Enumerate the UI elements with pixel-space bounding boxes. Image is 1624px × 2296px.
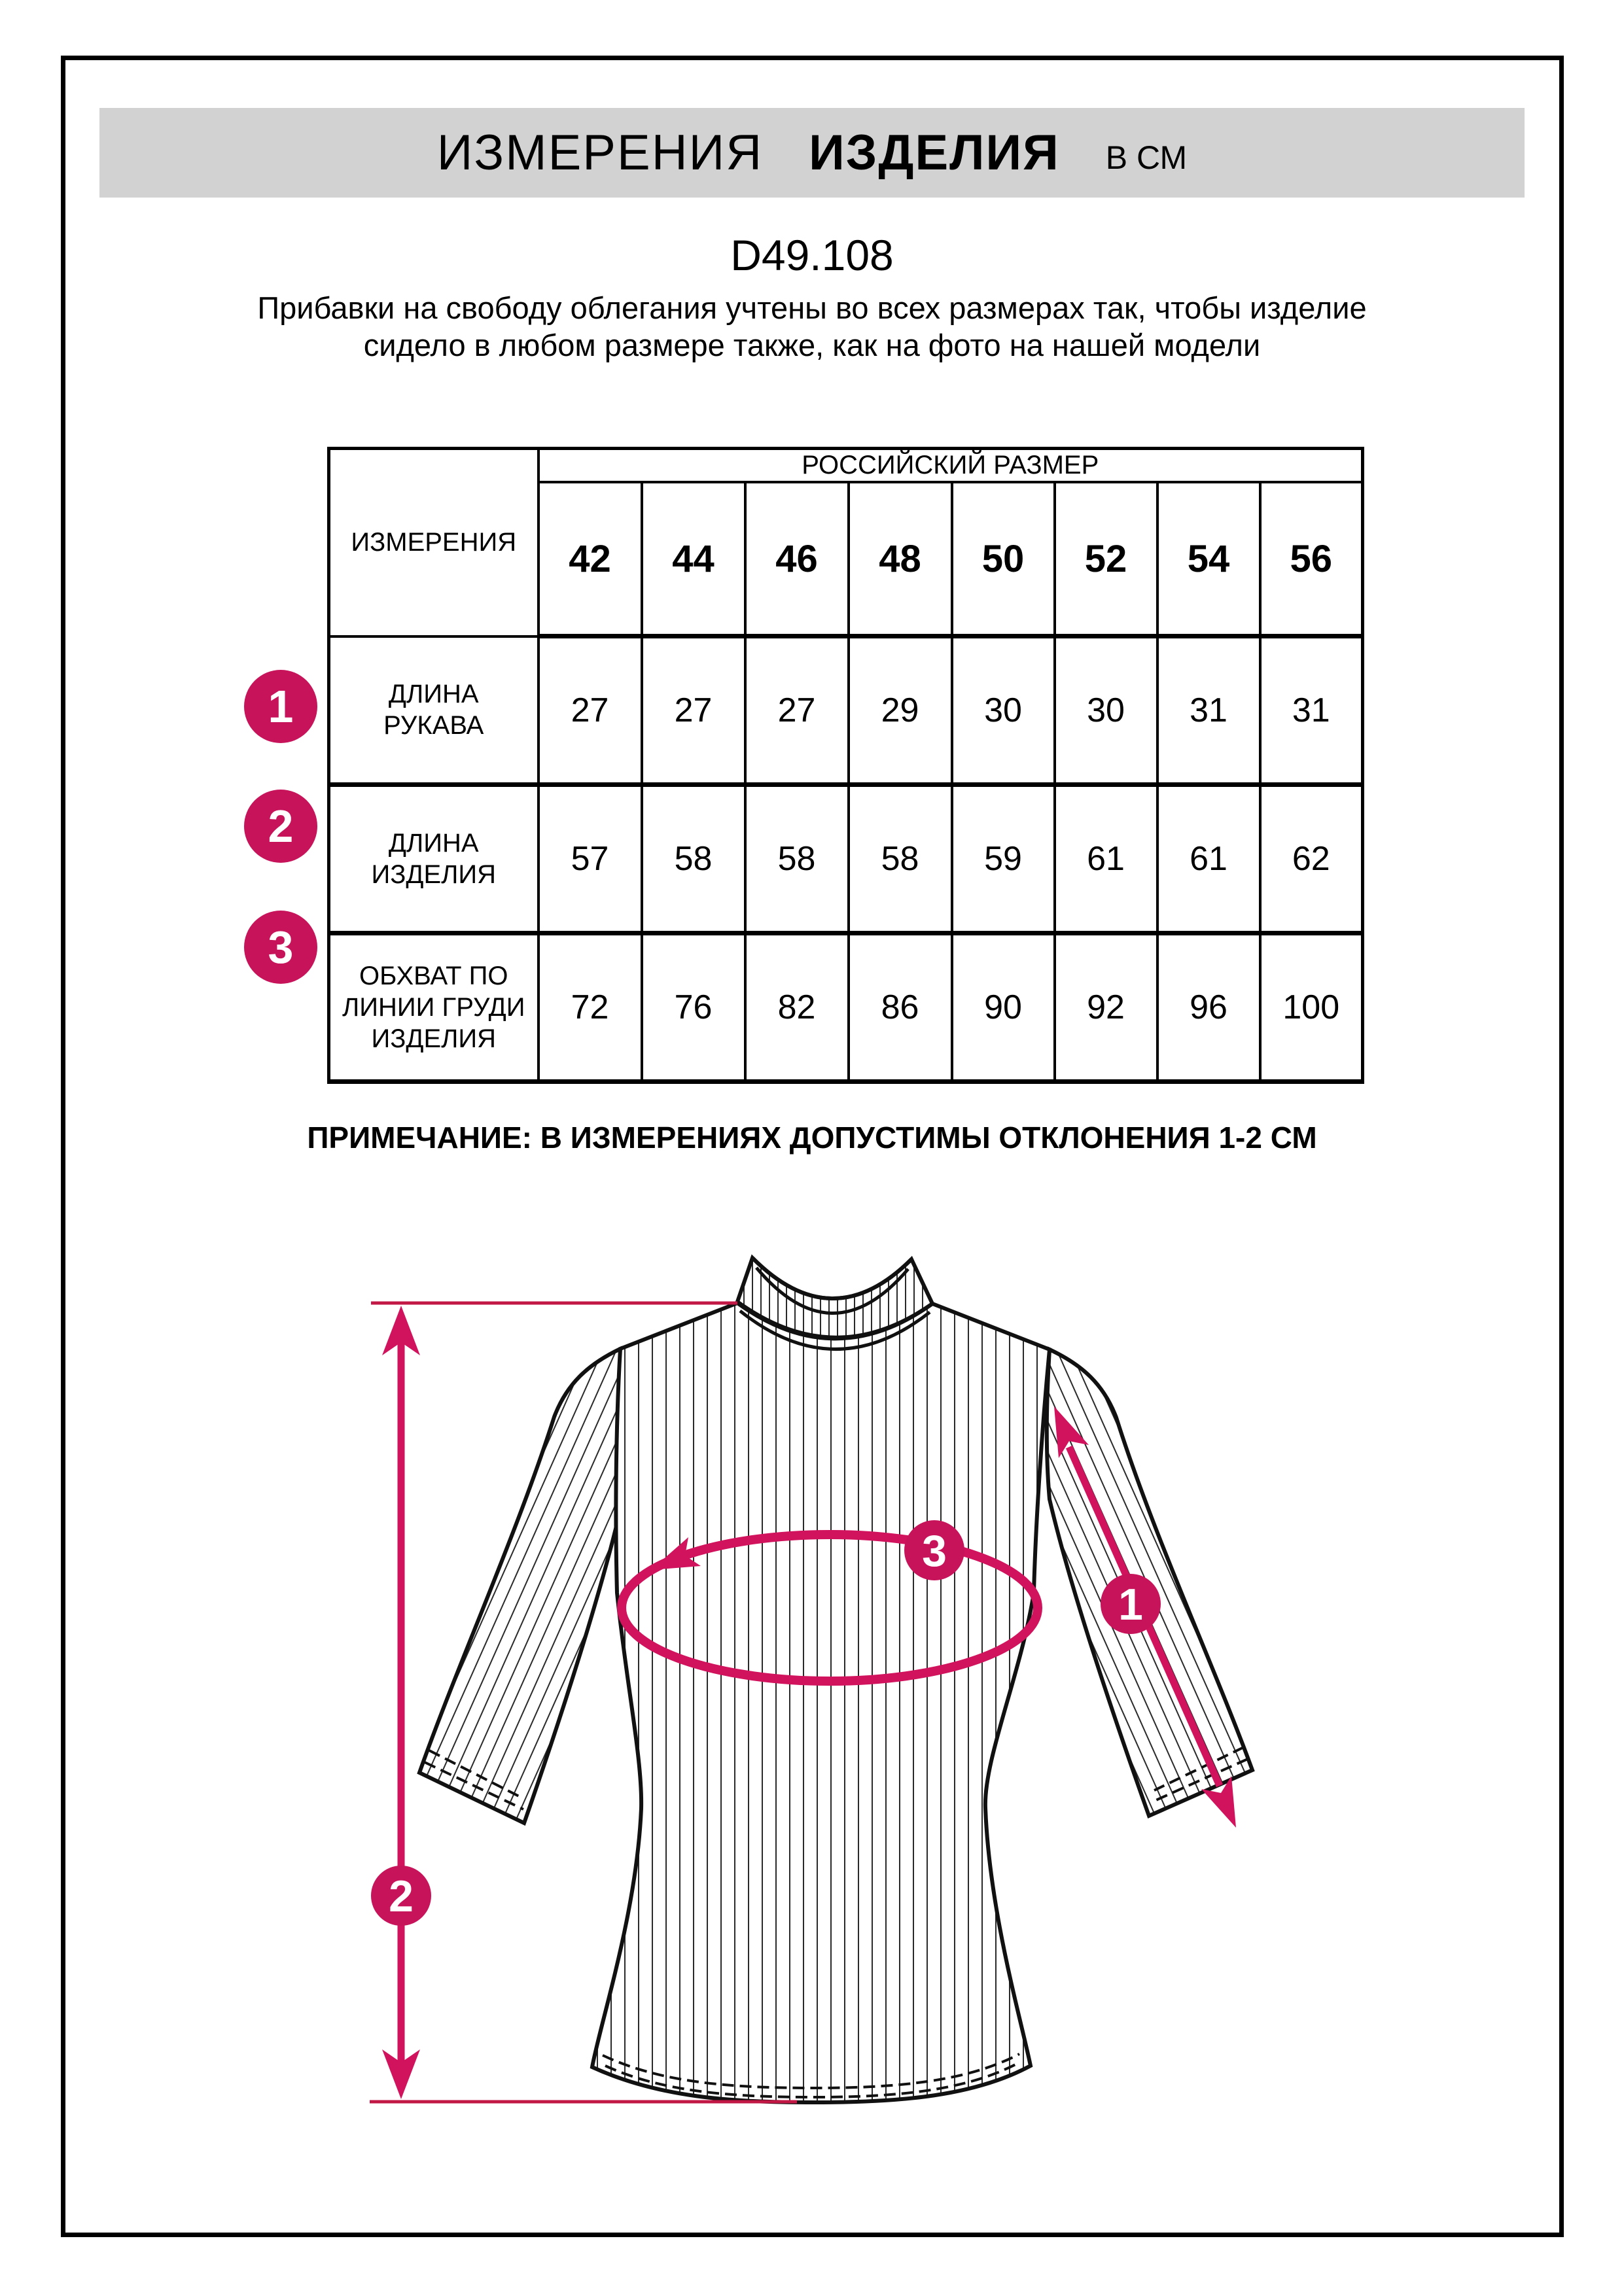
size-col-header: 56 bbox=[1260, 482, 1363, 636]
size-col-header: 46 bbox=[745, 482, 849, 636]
measurement-value: 59 bbox=[952, 785, 1055, 933]
size-col-header: 52 bbox=[1055, 482, 1157, 636]
lead-paragraph: Прибавки на свободу облегания учтены во всех размерах так, чтобы изделие сидело в любом размере также, как на фото на нашей модели bbox=[257, 290, 1367, 362]
measurement-label: ДЛИНА РУКАВА bbox=[329, 636, 538, 785]
measurement-value: 27 bbox=[745, 636, 849, 785]
product-code: D49.108 bbox=[730, 231, 894, 279]
measurement-label: ОБХВАТ ПО ЛИНИИ ГРУДИ ИЗДЕЛИЯ bbox=[329, 933, 538, 1082]
measurement-value: 58 bbox=[745, 785, 849, 933]
measurement-value: 96 bbox=[1157, 933, 1260, 1082]
measurement-value: 58 bbox=[642, 785, 745, 933]
measurement-value: 29 bbox=[849, 636, 952, 785]
size-col-header: 54 bbox=[1157, 482, 1260, 636]
table-row bbox=[329, 933, 1363, 1082]
measurement-label: ДЛИНА ИЗДЕЛИЯ bbox=[329, 785, 538, 933]
row-marker-1: 1 bbox=[244, 670, 317, 743]
diagram-marker-3 bbox=[904, 1520, 964, 1580]
measurement-value: 30 bbox=[1055, 636, 1157, 785]
tolerance-note: ПРИМЕЧАНИЕ: В ИЗМЕРЕНИЯХ ДОПУСТИМЫ ОТКЛОНЕНИЯ 1-2 СМ bbox=[307, 1121, 1317, 1155]
measurement-value: 72 bbox=[538, 933, 642, 1082]
row-marker-3: 3 bbox=[244, 911, 317, 984]
measurement-value: 58 bbox=[849, 785, 952, 933]
row-marker-2: 2 bbox=[244, 790, 317, 863]
title-units: В СМ bbox=[1105, 139, 1188, 176]
svg-text:2: 2 bbox=[389, 1871, 414, 1921]
table-row bbox=[329, 785, 1363, 933]
svg-text:1: 1 bbox=[1118, 1580, 1143, 1629]
measurement-value: 61 bbox=[1055, 785, 1157, 933]
svg-text:3: 3 bbox=[922, 1526, 947, 1576]
measurement-value: 61 bbox=[1157, 785, 1260, 933]
col-header-russian-size: РОССИЙСКИЙ РАЗМЕР bbox=[538, 449, 1363, 483]
title-measurements: ИЗМЕРЕНИЯ bbox=[436, 125, 764, 181]
measurements-table-body bbox=[329, 636, 1363, 1082]
measurement-value: 82 bbox=[745, 933, 849, 1082]
measurement-value: 31 bbox=[1260, 636, 1363, 785]
measurement-value: 100 bbox=[1260, 933, 1363, 1082]
title-bar bbox=[99, 108, 1525, 198]
title-product: ИЗДЕЛИЯ bbox=[809, 125, 1060, 181]
garment-body bbox=[592, 1303, 1050, 2102]
measurements-table bbox=[327, 447, 1364, 1084]
measurement-value: 27 bbox=[538, 636, 642, 785]
measurement-value: 27 bbox=[642, 636, 745, 785]
diagram-marker-1 bbox=[1101, 1574, 1161, 1634]
size-col-header: 48 bbox=[849, 482, 952, 636]
left-sleeve bbox=[419, 1349, 625, 1823]
diagram-marker-2 bbox=[371, 1866, 431, 1926]
col-header-measurements: ИЗМЕРЕНИЯ bbox=[329, 449, 538, 636]
measurement-value: 76 bbox=[642, 933, 745, 1082]
size-col-header: 42 bbox=[538, 482, 642, 636]
measurement-value: 57 bbox=[538, 785, 642, 933]
table-row bbox=[329, 636, 1363, 785]
garment-diagram bbox=[294, 1210, 1354, 2178]
measurement-value: 62 bbox=[1260, 785, 1363, 933]
measurement-value: 92 bbox=[1055, 933, 1157, 1082]
size-col-header: 44 bbox=[642, 482, 745, 636]
measurement-value: 90 bbox=[952, 933, 1055, 1082]
measurement-value: 30 bbox=[952, 636, 1055, 785]
measurement-value: 86 bbox=[849, 933, 952, 1082]
size-col-header: 50 bbox=[952, 482, 1055, 636]
measurement-value: 31 bbox=[1157, 636, 1260, 785]
